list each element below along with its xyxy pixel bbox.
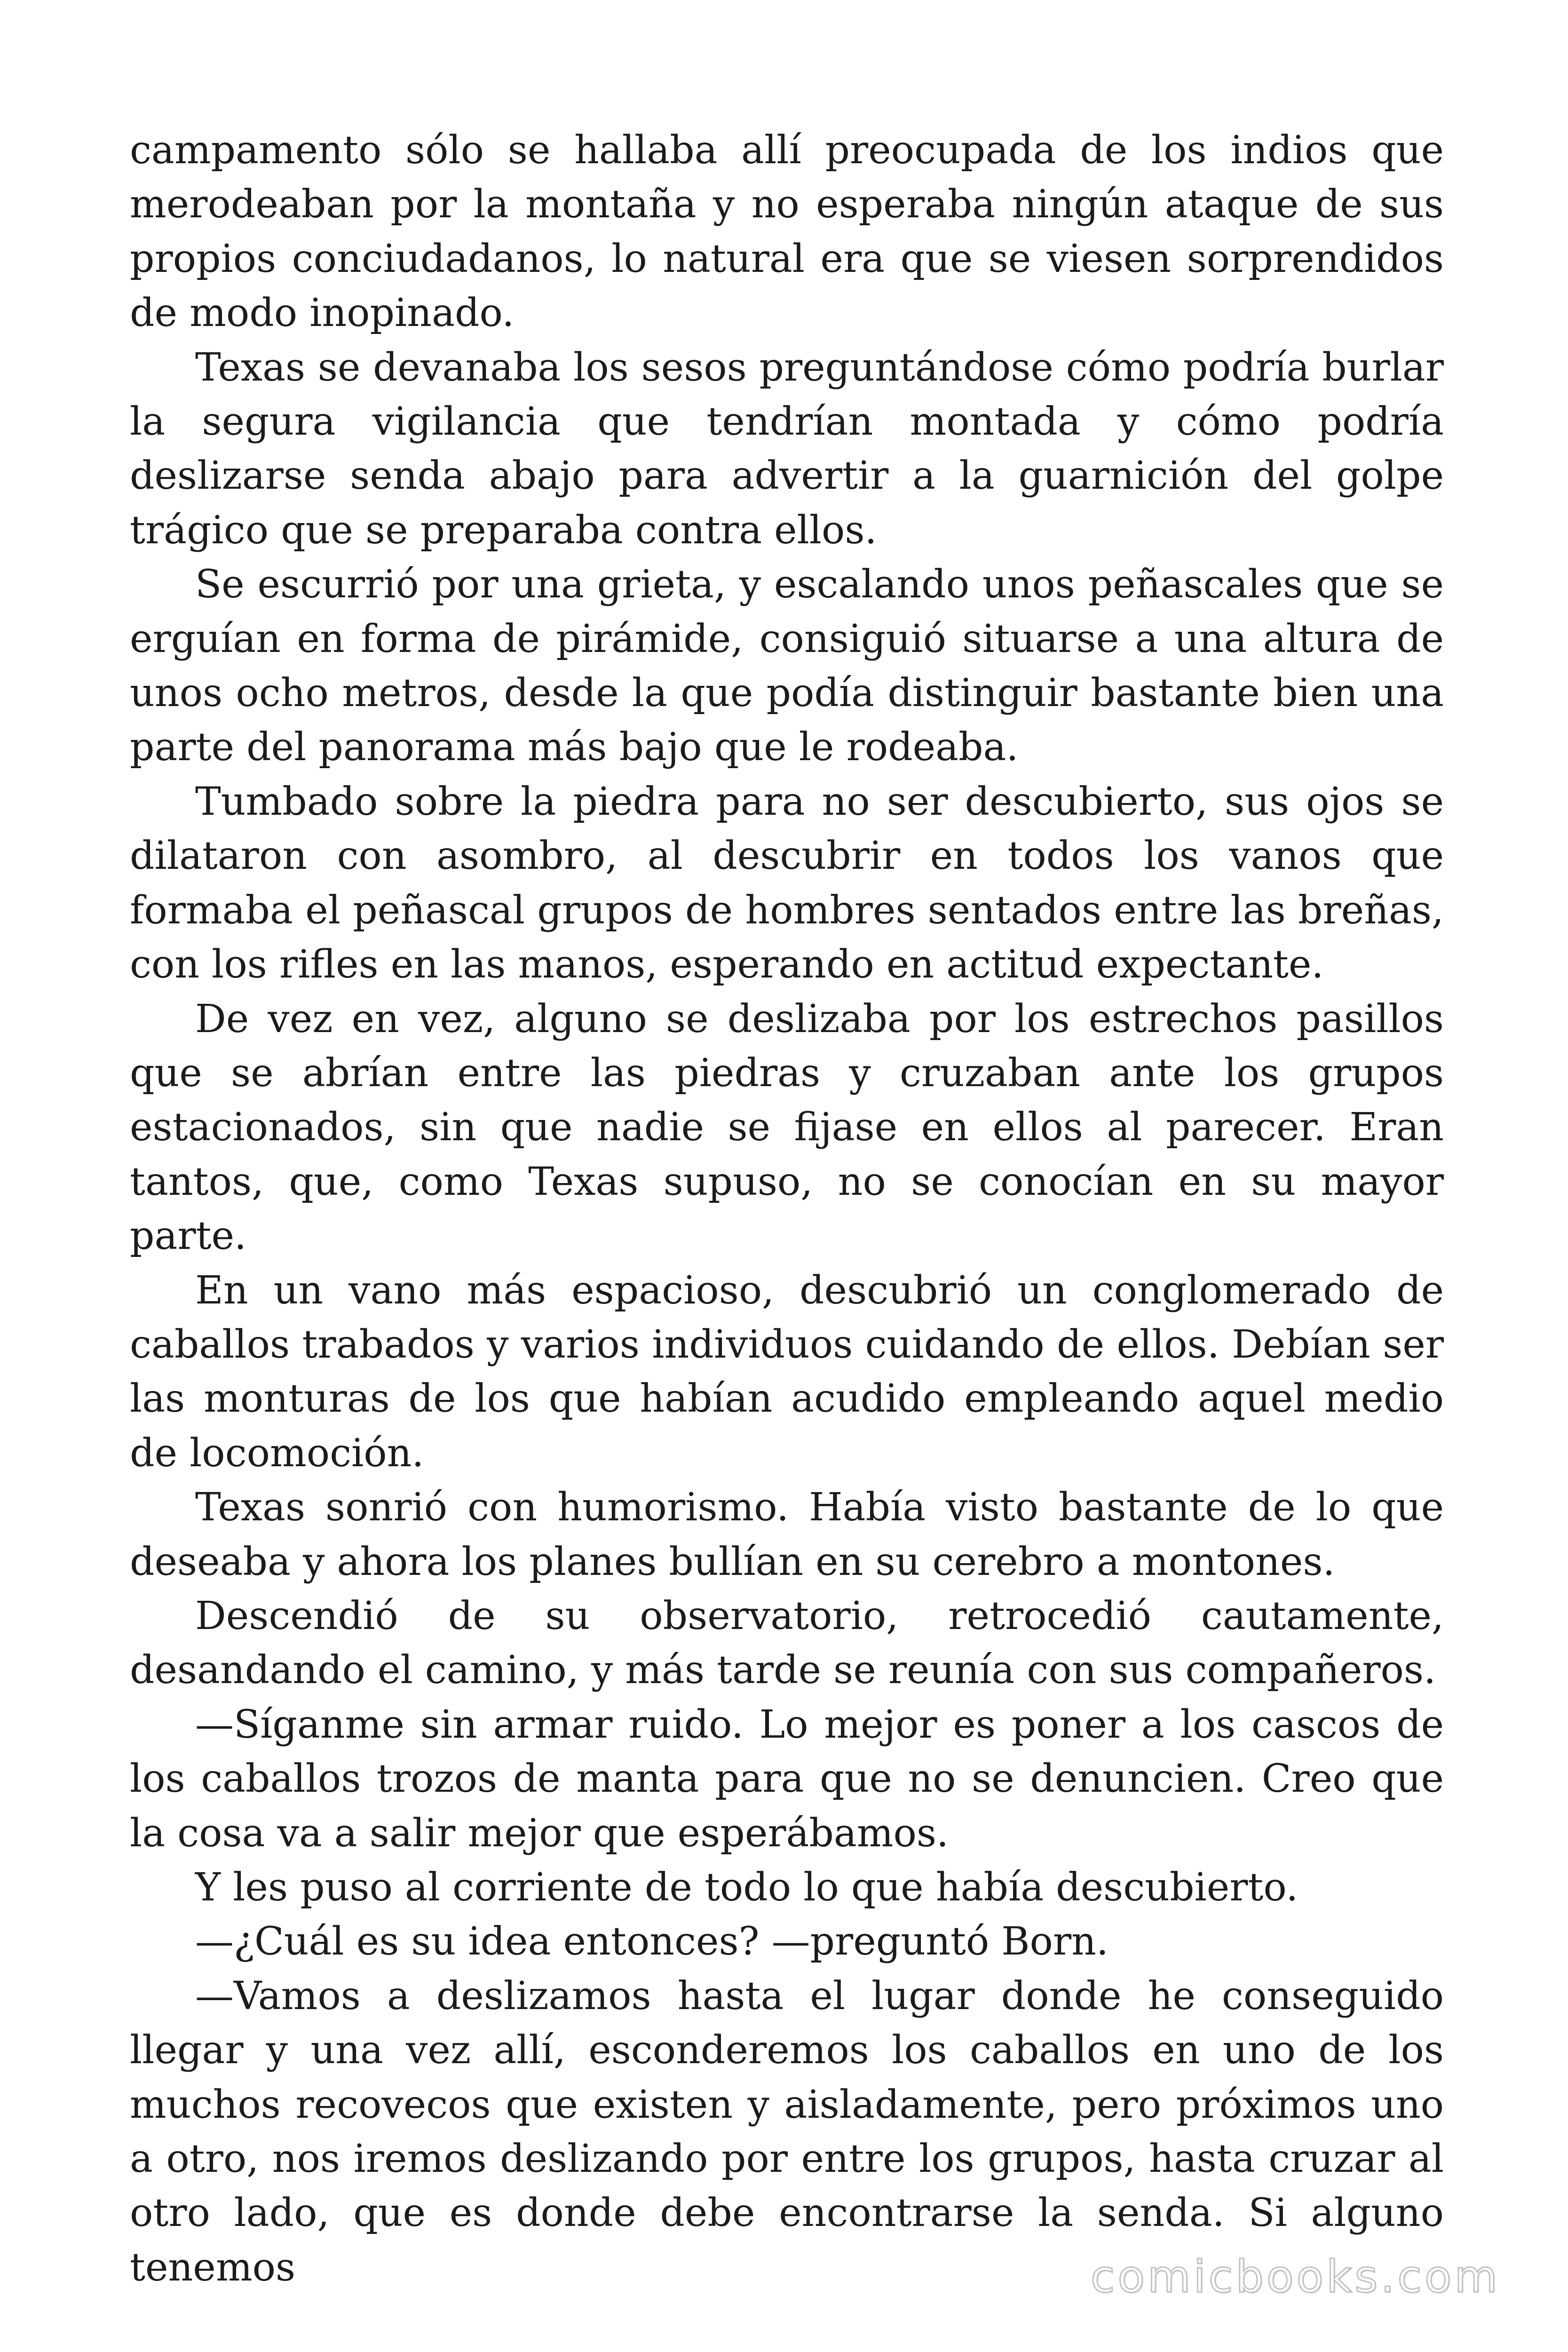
- paragraph: Texas se devanaba los sesos preguntándose cómo podría burlar la segura vigilancia que tendrían montada y cómo podría deslizarse senda abajo para advertir a la guarnición del golpe trágico que se preparaba contra ellos.: [130, 345, 1444, 553]
- paragraph: Tumbado sobre la piedra para no ser descubierto, sus ojos se dilataron con asombro, al descubrir en todos los vanos que formaba el peñascal grupos de hombres sentados entre las breñas, con los rifles en las manos, esperando en actitud expectante.: [130, 779, 1444, 987]
- page-text: [130, 123, 1444, 2295]
- paragraph: campamento sólo se hallaba allí preocupada de los indios que merodeaban por la montaña y no esperaba ningún ataque de sus propios conciudadanos, lo natural era que se viesen sorprendidos de modo inopinado.: [130, 128, 1444, 336]
- paragraph: Descendió de su observatorio, retrocedió cautamente, desandando el camino, y más tarde se reunía con sus compañeros.: [130, 1593, 1444, 1693]
- paragraph: Y les puso al corriente de todo lo que había descubierto.: [195, 1865, 1299, 1910]
- paragraph: —Síganme sin armar ruido. Lo mejor es poner a los cascos de los caballos trozos de manta para que no se denuncien. Creo que la cosa va a salir mejor que esperábamos.: [130, 1702, 1444, 1856]
- paragraph: Se escurrió por una grieta, y escalando unos peñascales que se erguían en forma de pirámide, consiguió situarse a una altura de unos ocho metros, desde la que podía distinguir bastante bien una parte del panorama más bajo que le rodeaba.: [130, 562, 1444, 770]
- paragraph: De vez en vez, alguno se deslizaba por los estrechos pasillos que se abrían entre las piedras y cruzaban ante los grupos estacionados, sin que nadie se fijase en ellos al parecer. Eran tantos, que, como Texas supuso, no se conocían en su mayor parte.: [130, 996, 1444, 1259]
- paragraph: —¿Cuál es su idea entonces? —preguntó Born.: [195, 1919, 1109, 1964]
- paragraph: Texas sonrió con humorismo. Había visto bastante de lo que deseaba y ahora los planes bullían en su cerebro a montones.: [130, 1485, 1444, 1584]
- paragraph: —Vamos a deslizamos hasta el lugar donde he conseguido llegar y una vez allí, esconderemos los caballos en uno de los muchos recovecos que existen y aisladamente, pero próximos uno a otro, nos iremos deslizando por entre los grupos, hasta cruzar al otro lado, que es donde debe encontrarse la senda. Si alguno tenemos: [130, 1973, 1444, 2290]
- watermark: comicbooks.com: [1090, 2251, 1500, 2303]
- paragraph: En un vano más espacioso, descubrió un conglomerado de caballos trabados y varios individuos cuidando de ellos. Debían ser las monturas de los que habían acudido empleando aquel medio de locomoción.: [130, 1268, 1444, 1476]
